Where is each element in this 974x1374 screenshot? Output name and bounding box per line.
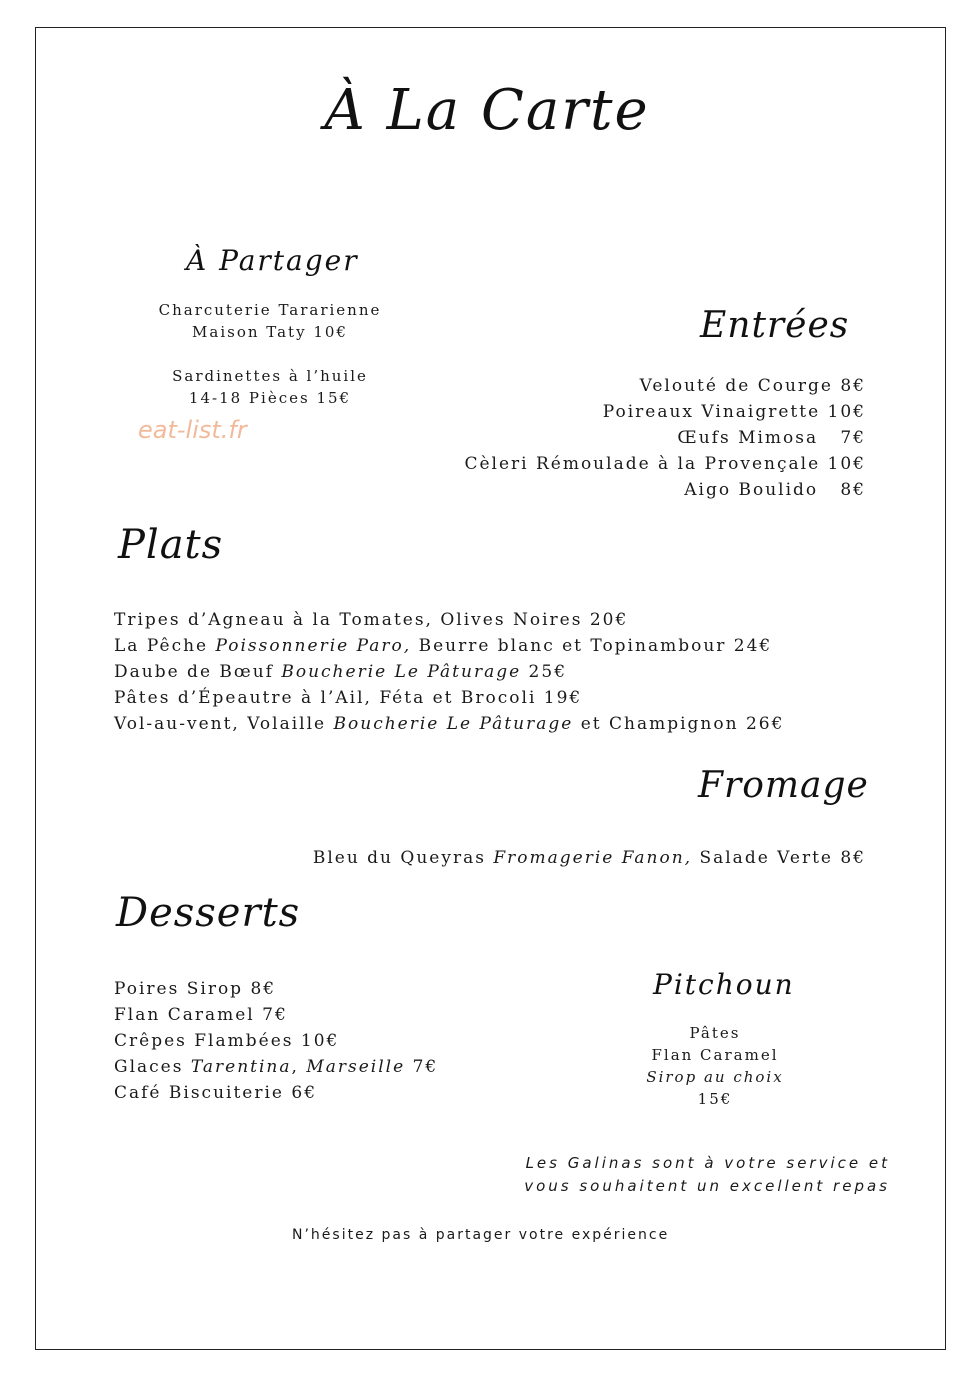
plats-item bbox=[114, 711, 784, 737]
desserts-list bbox=[114, 976, 438, 1106]
entrees-item: Cèleri Rémoulade à la Provençale 10€ bbox=[464, 454, 866, 474]
desserts-item bbox=[114, 1054, 438, 1080]
pitchoun-item: Flan Caramel bbox=[651, 1046, 779, 1064]
entrees-item: Velouté de Courge 8€ bbox=[639, 376, 866, 396]
desserts-item-text: Glaces bbox=[114, 1057, 191, 1077]
a-partager-item-line1: Sardinettes à l’huile bbox=[172, 367, 368, 385]
entrees-heading: Entrées bbox=[700, 305, 850, 346]
plats-item-text: Tripes d’Agneau à la Tomates, Olives Noires 20€ bbox=[114, 610, 629, 630]
pitchoun-heading: Pitchoun bbox=[653, 968, 795, 1001]
pitchoun-list bbox=[600, 1022, 830, 1110]
desserts-item-text: 7€ bbox=[405, 1057, 439, 1077]
footer-note: N’hésitez pas à partager votre expérience bbox=[292, 1227, 670, 1243]
plats-list bbox=[114, 607, 784, 737]
plats-item-text: 25€ bbox=[521, 662, 568, 682]
a-partager-item-line1: Charcuterie Tararienne bbox=[158, 301, 382, 319]
pitchoun-item: Pâtes bbox=[689, 1024, 741, 1042]
entrees-item: Œufs Mimosa 7€ bbox=[677, 428, 866, 448]
entrees-item: Aigo Boulido 8€ bbox=[684, 480, 866, 500]
plats-item bbox=[114, 607, 784, 633]
plats-item-supplier: Boucherie Le Pâturage bbox=[281, 662, 522, 682]
closing-message bbox=[524, 1152, 890, 1198]
fromage-item-text: Salade Verte 8€ bbox=[692, 848, 866, 868]
watermark: eat-list.fr bbox=[138, 416, 247, 444]
closing-line: Les Galinas sont à votre service et bbox=[525, 1154, 890, 1172]
fromage-item-text: Bleu du Queyras bbox=[312, 848, 494, 868]
desserts-item: Café Biscuiterie 6€ bbox=[114, 1083, 318, 1103]
plats-item bbox=[114, 633, 784, 659]
a-partager-item bbox=[130, 299, 410, 343]
entrees-list bbox=[464, 373, 866, 503]
desserts-heading: Desserts bbox=[116, 890, 301, 936]
plats-item bbox=[114, 659, 784, 685]
a-partager-item bbox=[130, 365, 410, 409]
desserts-item-text: , bbox=[291, 1057, 307, 1077]
plats-item-text: et Champignon 26€ bbox=[573, 714, 785, 734]
desserts-item: Poires Sirop 8€ bbox=[114, 979, 277, 999]
plats-item-text: La Pêche bbox=[114, 636, 216, 656]
page-title: À La Carte bbox=[324, 78, 650, 143]
plats-item-supplier: Poissonnerie Paro, bbox=[215, 636, 412, 656]
desserts-item-brand: Tarentina bbox=[190, 1057, 292, 1077]
desserts-item: Flan Caramel 7€ bbox=[114, 1005, 288, 1025]
plats-item-supplier: Boucherie Le Pâturage bbox=[333, 714, 574, 734]
plats-item-text: Vol-au-vent, Volaille bbox=[114, 714, 334, 734]
entrees-item: Poireaux Vinaigrette 10€ bbox=[602, 402, 866, 422]
pitchoun-item: 15€ bbox=[697, 1090, 733, 1108]
plats-heading: Plats bbox=[118, 522, 224, 568]
desserts-item-brand: Marseille bbox=[306, 1057, 406, 1077]
fromage-item-supplier: Fromagerie Fanon, bbox=[493, 848, 693, 868]
a-partager-item-line2: 14-18 Pièces 15€ bbox=[188, 389, 352, 407]
plats-item-text: Pâtes d’Épeautre à l’Ail, Féta et Brocoli 19€ bbox=[114, 688, 583, 708]
plats-item-text: Beurre blanc et Topinambour 24€ bbox=[411, 636, 773, 656]
a-partager-item-line2: Maison Taty 10€ bbox=[192, 323, 348, 341]
a-partager-heading: À Partager bbox=[186, 244, 359, 277]
plats-item-text: Daube de Bœuf bbox=[114, 662, 282, 682]
fromage-heading: Fromage bbox=[698, 765, 869, 806]
fromage-item bbox=[313, 845, 866, 871]
desserts-item: Crêpes Flambées 10€ bbox=[114, 1031, 340, 1051]
pitchoun-item: Sirop au choix bbox=[646, 1068, 784, 1086]
plats-item bbox=[114, 685, 784, 711]
closing-line: vous souhaitent un excellent repas bbox=[524, 1177, 890, 1195]
